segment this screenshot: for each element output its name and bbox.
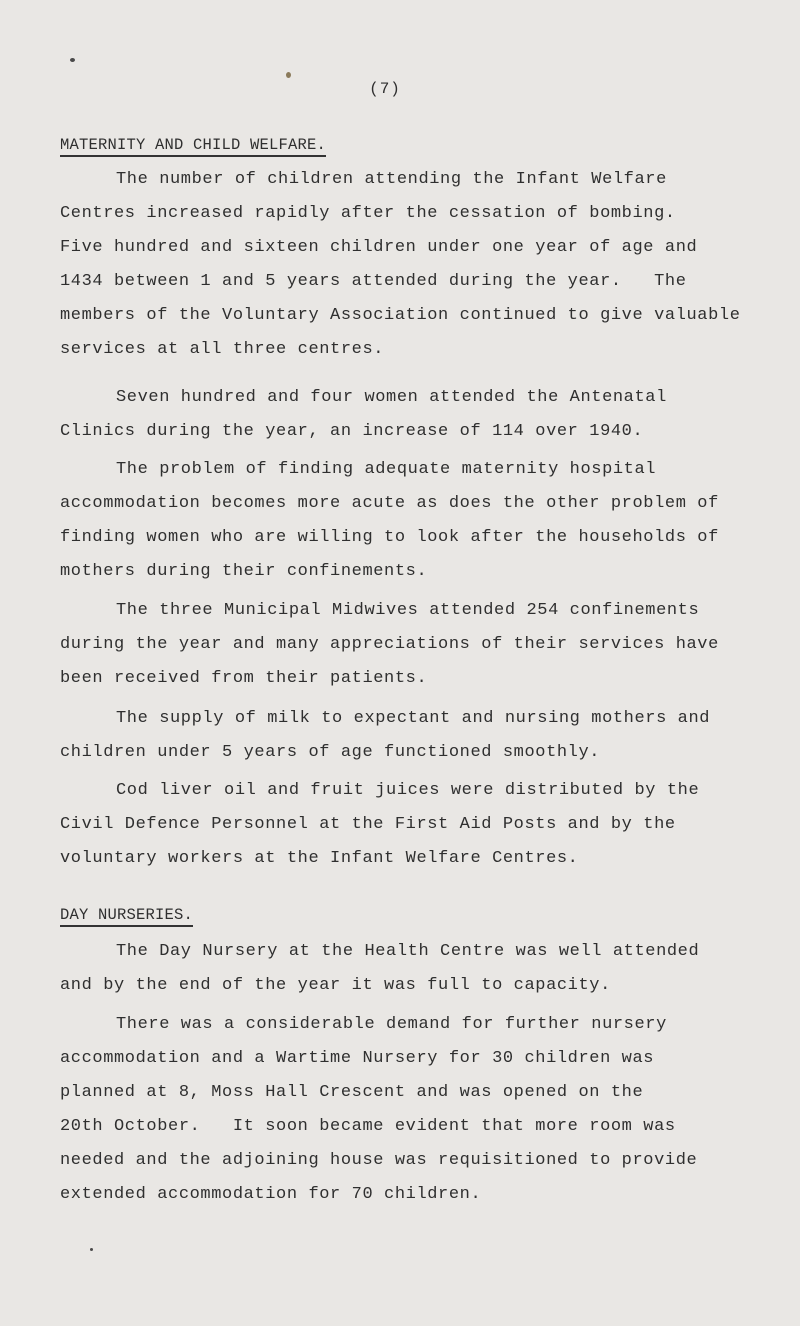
text-line: Civil Defence Personnel at the First Aid Posts and by the <box>60 815 676 834</box>
page-number: (7) <box>369 80 401 98</box>
text-line: There was a considerable demand for further nursery <box>116 1015 667 1034</box>
text-line: Five hundred and sixteen children under one year of age and <box>60 238 698 257</box>
paragraph <box>60 702 760 770</box>
text-line: and by the end of the year it was full to capacity. <box>60 976 611 995</box>
scan-speck <box>90 1248 93 1251</box>
text-line: needed and the adjoining house was requisitioned to provide <box>60 1151 698 1170</box>
text-line: The Day Nursery at the Health Centre was well attended <box>116 942 700 961</box>
text-line: 20th October. It soon became evident that more room was <box>60 1117 676 1136</box>
text-line: children under 5 years of age functioned smoothly. <box>60 743 601 762</box>
scan-speck <box>70 58 75 62</box>
text-line: voluntary workers at the Infant Welfare Centres. <box>60 849 579 868</box>
paragraph <box>60 163 760 367</box>
paragraph <box>60 381 760 449</box>
text-line: Clinics during the year, an increase of 114 over 1940. <box>60 422 644 441</box>
text-line: services at all three centres. <box>60 340 385 359</box>
text-line: The supply of milk to expectant and nursing mothers and <box>116 709 711 728</box>
text-line: finding women who are willing to look after the households of <box>60 528 719 547</box>
text-line: planned at 8, Moss Hall Crescent and was opened on the <box>60 1083 644 1102</box>
text-line: 1434 between 1 and 5 years attended during the year. The <box>60 272 687 291</box>
text-line: Seven hundred and four women attended the Antenatal <box>116 388 667 407</box>
text-line: mothers during their confinements. <box>60 562 428 581</box>
scan-speck <box>286 72 291 78</box>
text-line: The three Municipal Midwives attended 254 confinements <box>116 601 700 620</box>
paragraph <box>60 594 760 696</box>
paragraph <box>60 453 760 589</box>
text-line: been received from their patients. <box>60 669 428 688</box>
text-line: accommodation and a Wartime Nursery for 30 children was <box>60 1049 655 1068</box>
text-line: The problem of finding adequate maternity hospital <box>116 460 657 479</box>
text-line: accommodation becomes more acute as does the other problem of <box>60 494 719 513</box>
text-line: during the year and many appreciations of their services have <box>60 635 719 654</box>
text-line: members of the Voluntary Association continued to give valuable <box>60 306 741 325</box>
section-heading-day-nurseries: DAY NURSERIES. <box>60 906 193 927</box>
paragraph <box>60 935 760 1003</box>
paragraph <box>60 1008 760 1212</box>
text-line: The number of children attending the Infant Welfare <box>116 170 667 189</box>
text-line: Centres increased rapidly after the cessation of bombing. <box>60 204 676 223</box>
paragraph <box>60 774 760 876</box>
text-line: extended accommodation for 70 children. <box>60 1185 482 1204</box>
text-line: Cod liver oil and fruit juices were distributed by the <box>116 781 700 800</box>
section-heading-maternity: MATERNITY AND CHILD WELFARE. <box>60 136 326 157</box>
